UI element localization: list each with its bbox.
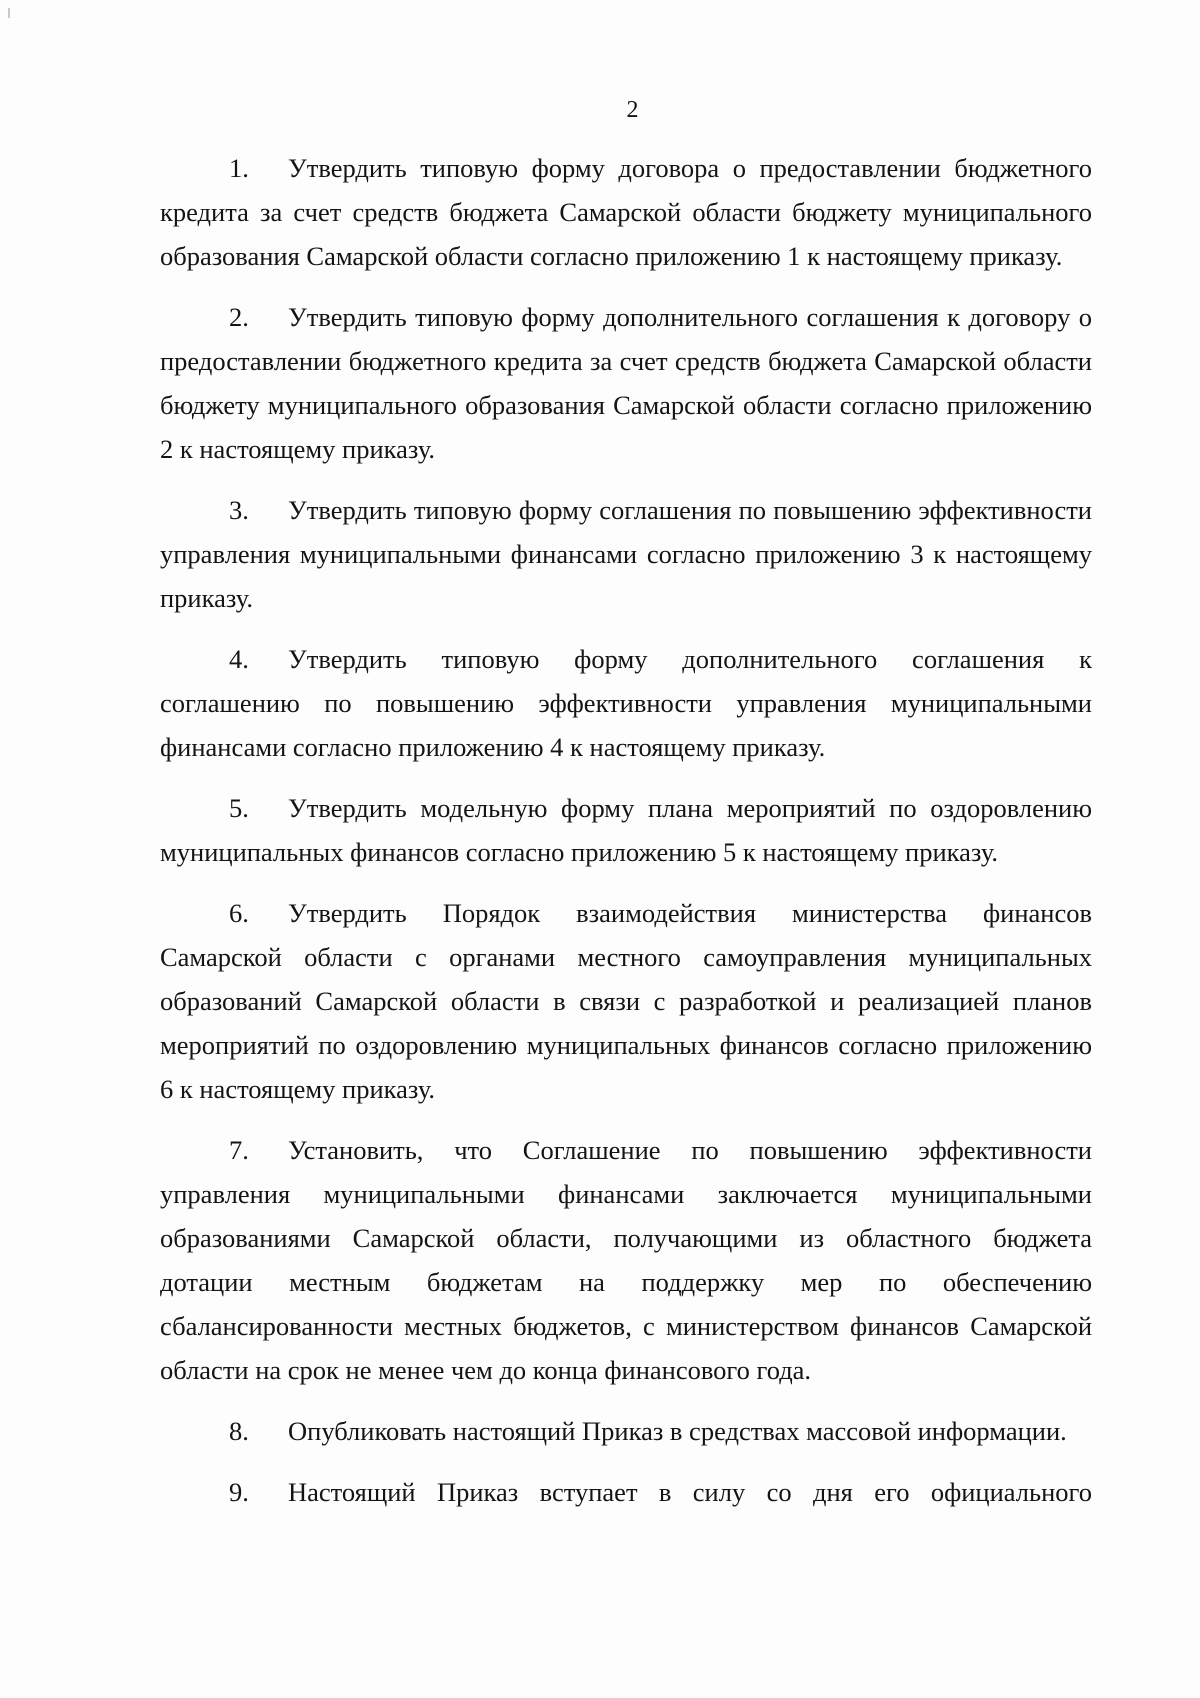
item-number: 2. — [229, 302, 249, 332]
order-item-2 — [160, 295, 1092, 471]
item-number: 1. — [229, 153, 249, 183]
order-item-3 — [160, 488, 1092, 620]
item-text: Утвердить типовую форму дополнительного соглашения к соглашению по повышению эффективности управления муниципальными финансами согласно приложению 4 к настоящему приказу. — [160, 644, 1092, 762]
item-number: 4. — [229, 644, 249, 674]
order-body — [160, 146, 1092, 1531]
item-text: Опубликовать настоящий Приказ в средствах массовой информации. — [288, 1416, 1067, 1446]
item-text: Утвердить Порядок взаимодействия министерства финансов Самарской области с органами местного самоуправления муниципальных образований Самарской области в связи с разработкой и реализацией планов мероприятий по оздоровлению муниципальных финансов согласно приложению 6 к настоящему приказу. — [160, 898, 1092, 1104]
order-item-7 — [160, 1128, 1092, 1392]
order-item-9 — [160, 1470, 1092, 1514]
item-number: 5. — [229, 793, 249, 823]
order-item-8 — [160, 1409, 1092, 1453]
order-item-4 — [160, 637, 1092, 769]
item-number: 7. — [229, 1135, 249, 1165]
item-number: 3. — [229, 495, 249, 525]
order-item-1 — [160, 146, 1092, 278]
item-text: Настоящий Приказ вступает в силу со дня его официального — [288, 1477, 1092, 1507]
item-number: 9. — [229, 1477, 249, 1507]
item-number: 6. — [229, 898, 249, 928]
order-item-6 — [160, 891, 1092, 1111]
item-number: 8. — [229, 1416, 249, 1446]
item-text: Установить, что Соглашение по повышению эффективности управления муниципальными финансами заключается муниципальными образованиями Самарской области, получающими из областного бюджета дотации местным бюджетам на поддержку мер по обеспечению сбалансированности местных бюджетов, с министерством финансов Самарской области на срок не менее чем до конца финансового года. — [160, 1135, 1092, 1385]
item-text: Утвердить типовую форму договора о предоставлении бюджетного кредита за счет средств бюджета Самарской области бюджету муниципального образования Самарской области согласно приложению 1 к настоящему приказу. — [160, 153, 1092, 271]
item-text: Утвердить модельную форму плана мероприятий по оздоровлению муниципальных финансов согласно приложению 5 к настоящему приказу. — [160, 793, 1092, 867]
item-text: Утвердить типовую форму дополнительного соглашения к договору о предоставлении бюджетного кредита за счет средств бюджета Самарской области бюджету муниципального образования Самарской области согласно приложению 2 к настоящему приказу. — [160, 302, 1092, 464]
item-text: Утвердить типовую форму соглашения по повышению эффективности управления муниципальными финансами согласно приложению 3 к настоящему приказу. — [160, 495, 1092, 613]
order-item-5 — [160, 786, 1092, 874]
page-number: 2 — [626, 97, 639, 123]
scan-mark — [8, 8, 10, 18]
